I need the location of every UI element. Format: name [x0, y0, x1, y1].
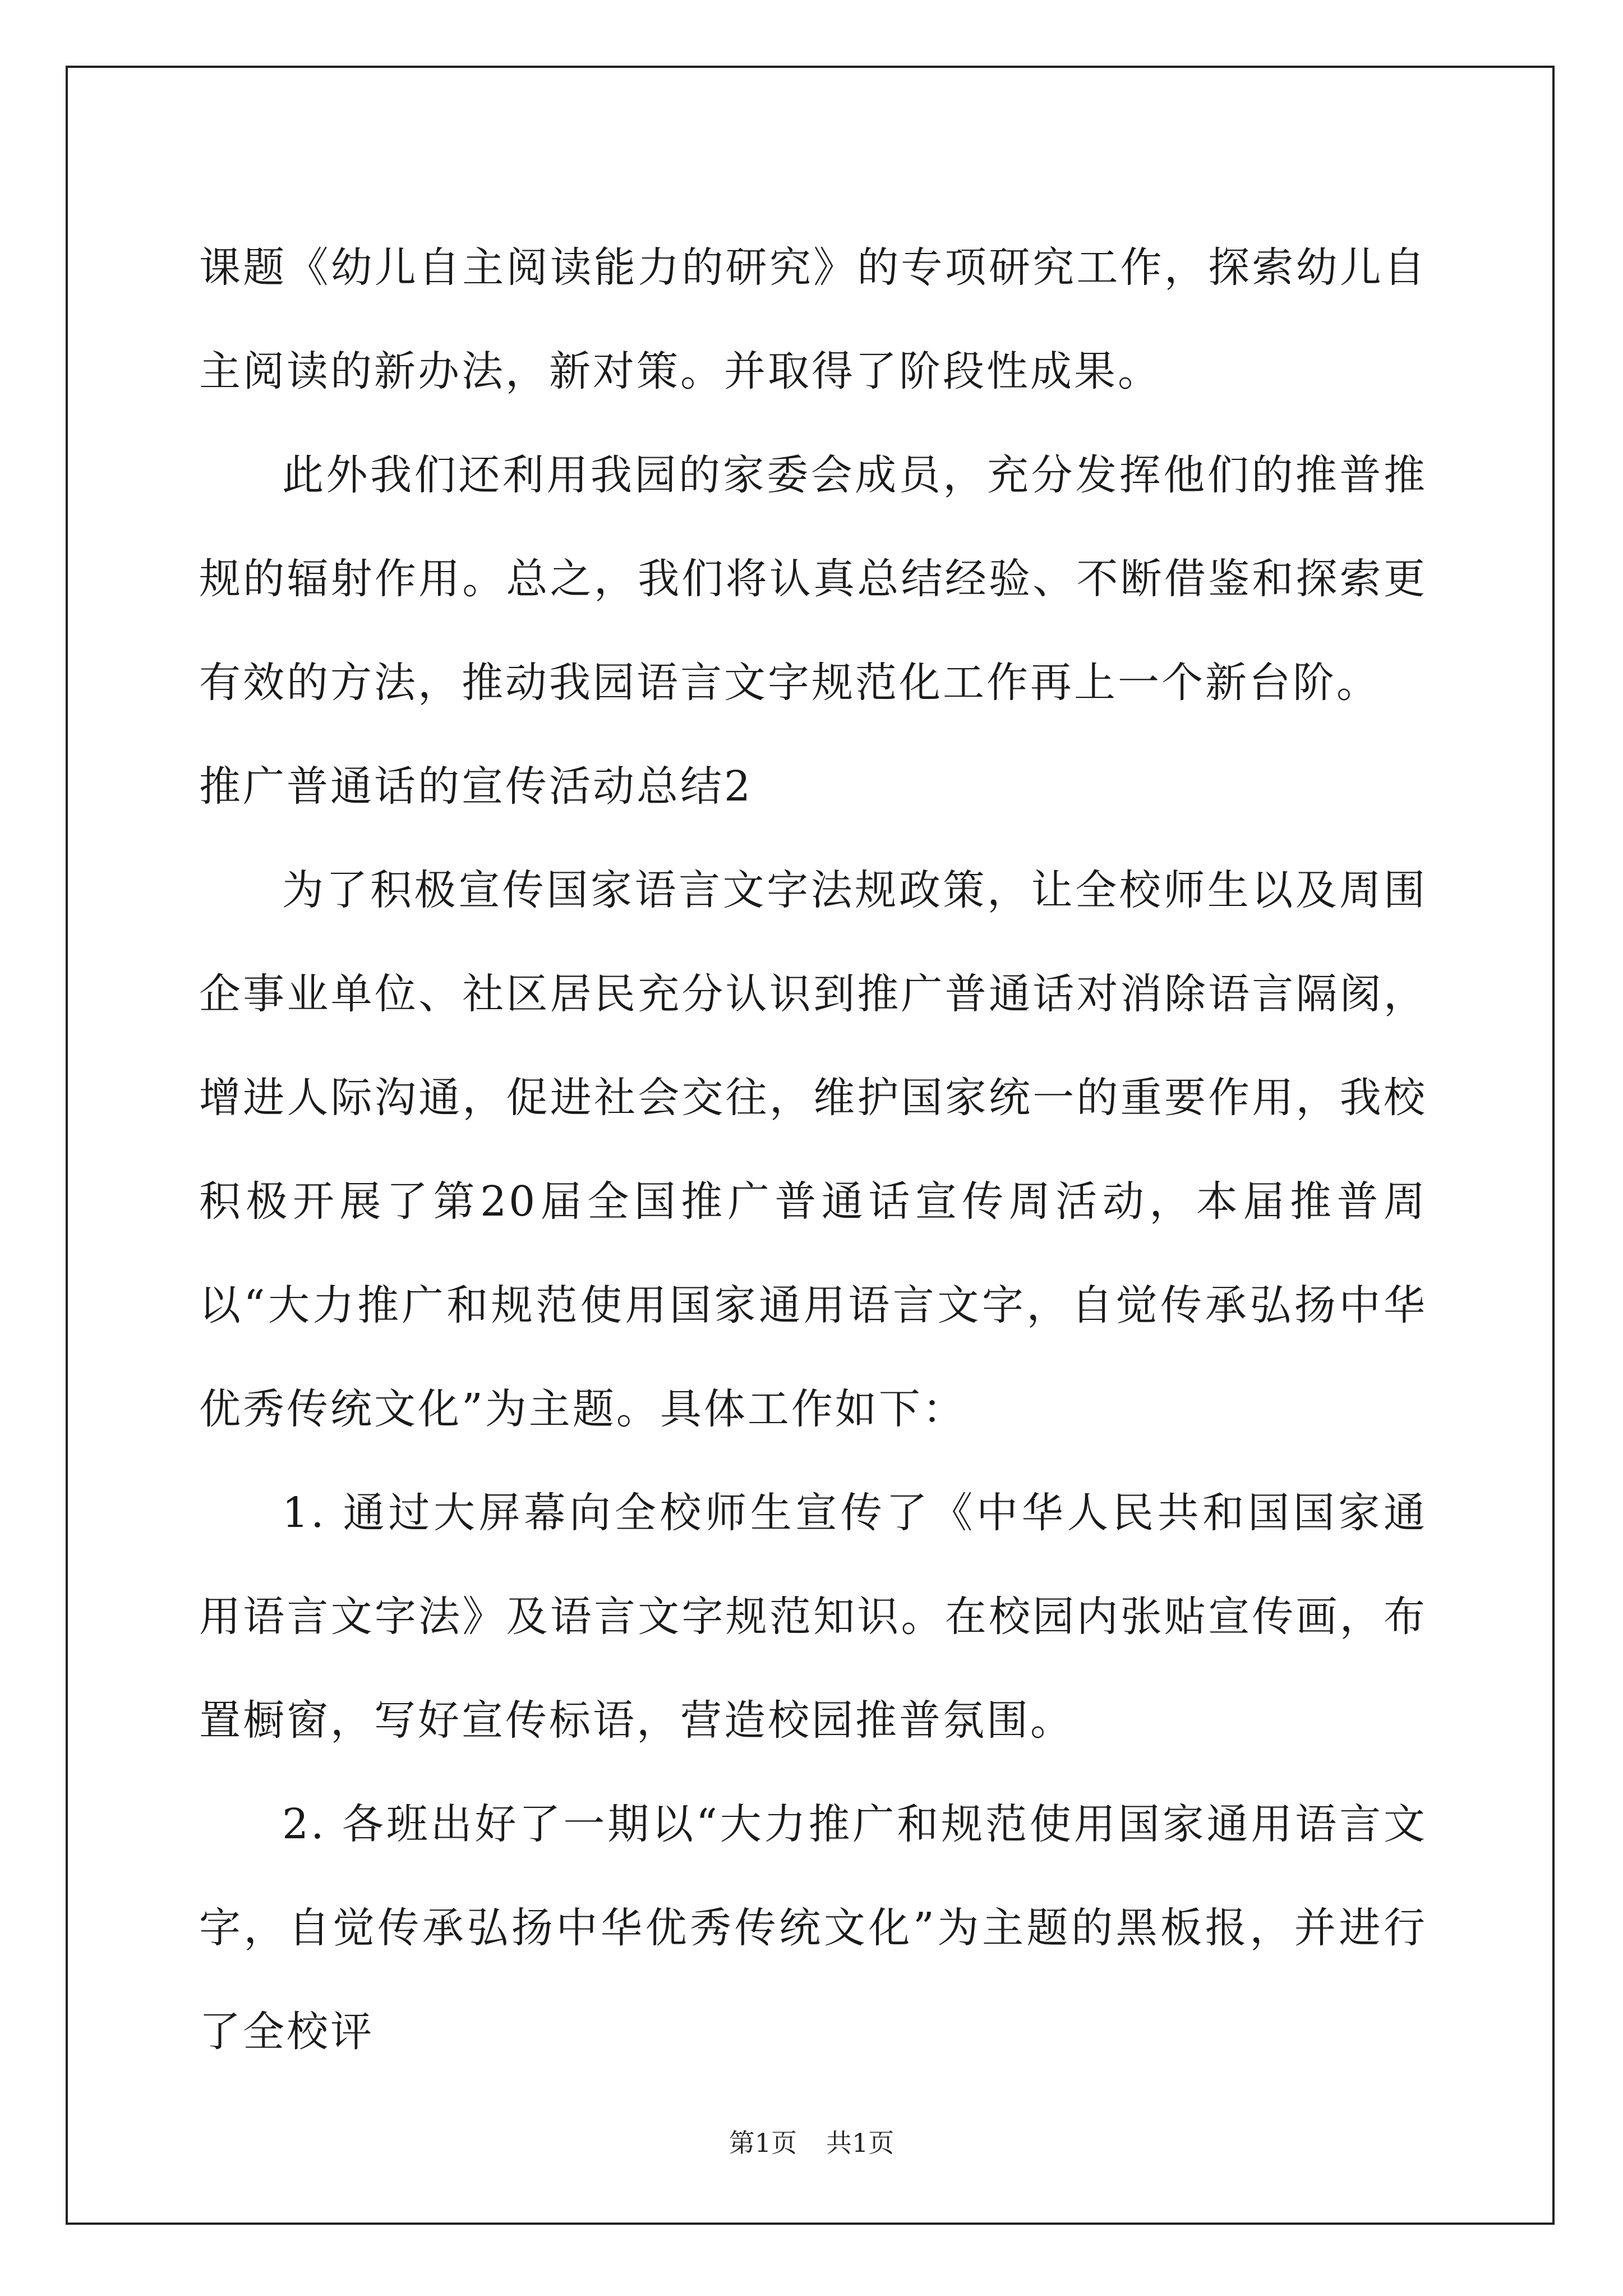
page-number-total: 共1页 — [826, 2128, 895, 2158]
paragraph-4: 1. 通过大屏幕向全校师生宣传了《中华人民共和国国家通用语言文字法》及语言文字规范知识。在校园内张贴宣传画，布置橱窗，写好宣传标语，营造校园推普氛围。 — [199, 1489, 1427, 1745]
paragraph-2: 此外我们还利用我园的家委会成员，充分发挥他们的推普推规的辐射作用。总之，我们将认真总结经验、不断借鉴和探索更有效的方法，推动我园语言文字规范化工作再上一个新台阶。 — [199, 451, 1427, 707]
page-footer — [0, 2126, 1623, 2160]
paragraph-5: 2. 各班出好了一期以“大力推广和规范使用国家通用语言文字，自觉传承弘扬中华优秀传统文化”为主题的黑板报，并进行了全校评 — [199, 1800, 1427, 2056]
paragraph-1: 课题《幼儿自主阅读能力的研究》的专项研究工作，探索幼儿自主阅读的新办法，新对策。并取得了阶段性成果。 — [199, 243, 1427, 395]
document-body — [199, 216, 1427, 2084]
paragraph-3: 为了积极宣传国家语言文字法规政策，让全校师生以及周围企事业单位、社区居民充分认识到推广普通话对消除语言隔阂，增进人际沟通，促进社会交往，维护国家统一的重要作用，我校积极开展了第20届全国推广普通话宣传周活动，本届推普周以“大力推广和规范使用国家通用语言文字，自觉传承弘扬中华优秀传统文化”为主题。具体工作如下： — [199, 866, 1427, 1433]
section-heading: 推广普通话的宣传活动总结2 — [199, 762, 753, 811]
page-number-current: 第1页 — [728, 2128, 797, 2158]
